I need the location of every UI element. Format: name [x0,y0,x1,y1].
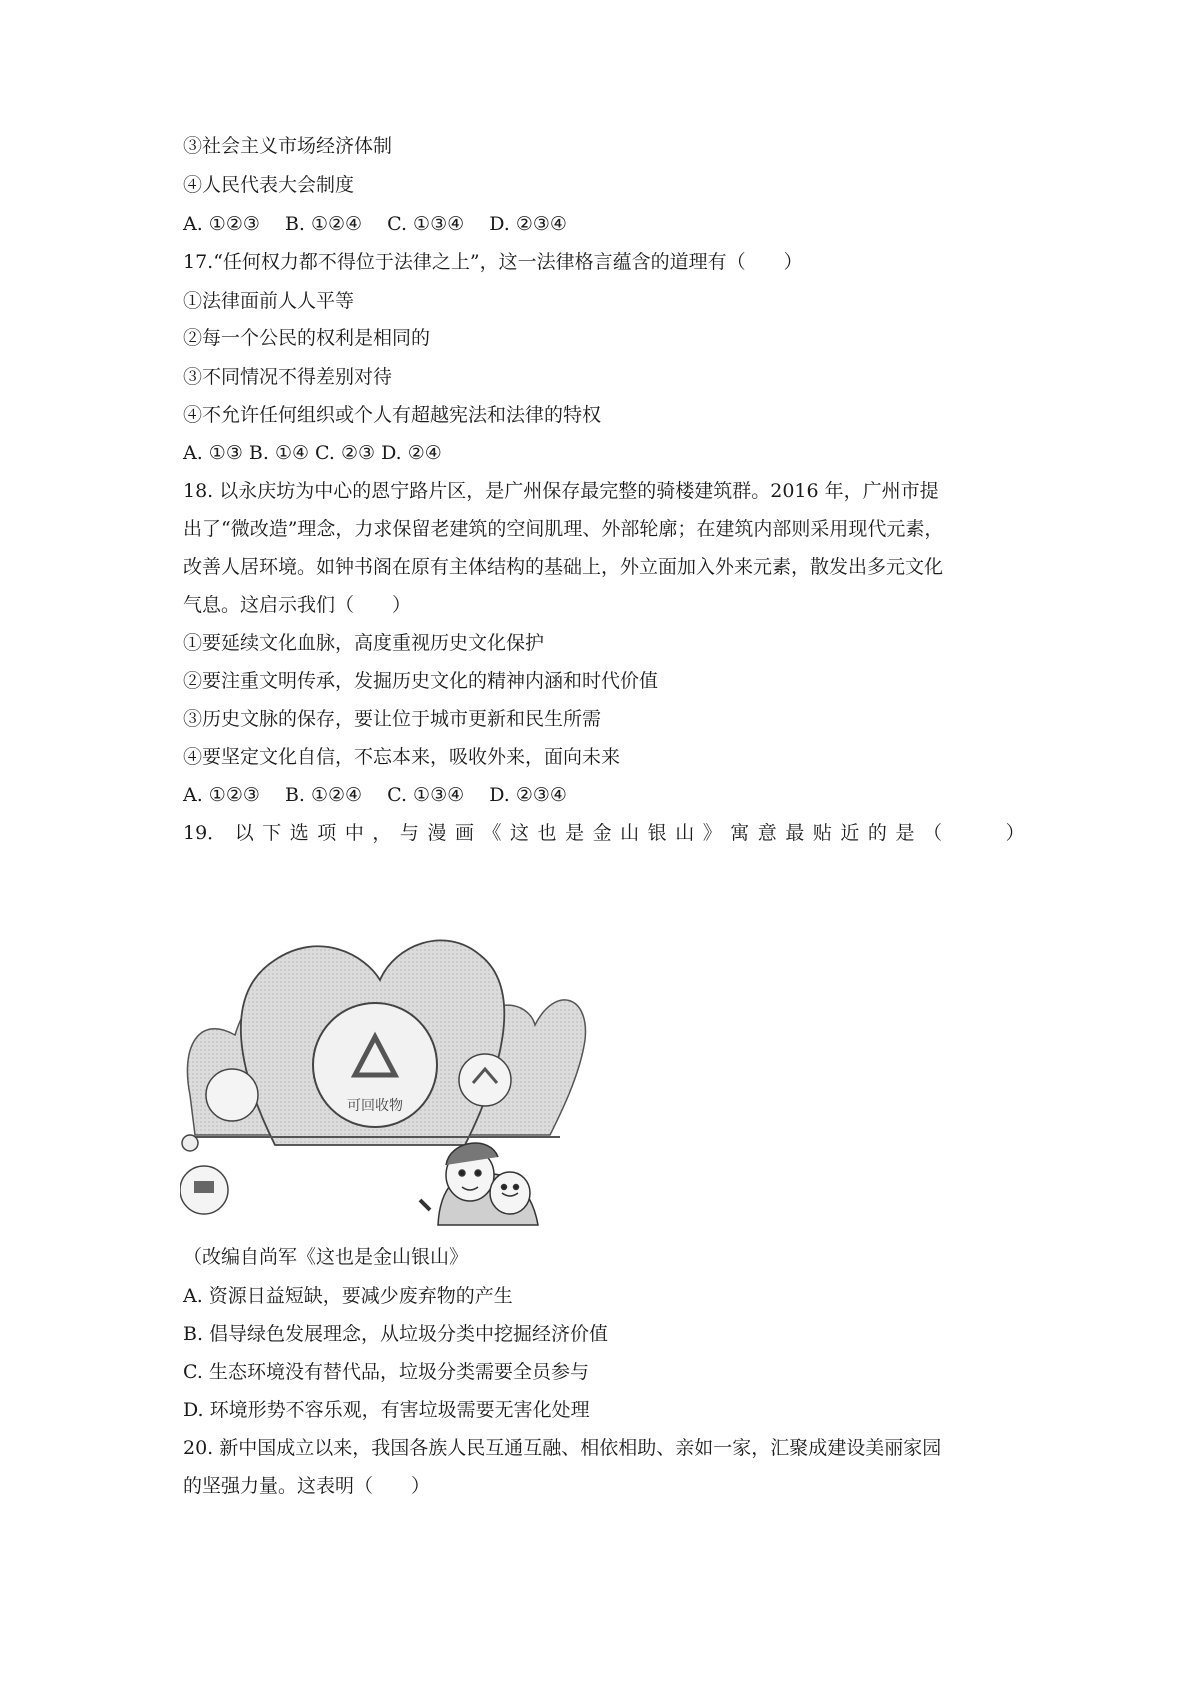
q19-stem-char: ） [1005,822,1025,844]
q19-stem-char: 是 [895,822,915,844]
q19-option-c: C. 生态环境没有替代品，垃圾分类需要全员参与 [183,1361,589,1383]
q18-answer-choices: A. ①②③ B. ①②④ C. ①③④ D. ②③④ [183,784,567,806]
q18-stem-line-2: 出了“微改造”理念，力求保留老建筑的空间肌理、外部轮廓；在建筑内部则采用现代元素， [183,518,944,540]
q19-stem-char [978,821,997,845]
q19-stem [183,821,1025,845]
q16-answer-choices: A. ①②③ B. ①②④ C. ①③④ D. ②③④ [183,213,567,235]
recyclable-label: 可回收物 [347,1098,403,1114]
q19-stem-char: 意 [757,822,777,844]
q20-stem-line-2: 的坚强力量。这表明（ ） [183,1475,431,1497]
q17-option-2: ②每一个公民的权利是相同的 [183,327,431,349]
q19-stem-char: 画 [454,822,474,844]
q18-option-4: ④要坚定文化自信，不忘本来，吸收外来，面向未来 [183,746,621,768]
q19-stem-char: 贴 [812,822,832,844]
q19-stem-char: 最 [785,822,805,844]
battery-icon [194,1181,214,1193]
q18-stem-line-1: 18. 以永庆坊为中心的恩宁路片区，是广州保存最完整的骑楼建筑群。2016 年，广州市提 [183,480,939,502]
q16-option-4: ④人民代表大会制度 [183,174,355,196]
q19-option-a: A. 资源日益短缺，要减少废弃物的产生 [183,1285,513,1307]
q19-stem-char: 山 [620,822,640,844]
q19-stem-char: 》 [702,822,722,844]
q19-stem-char: 的 [867,822,887,844]
q19-stem-char: （ [922,822,942,844]
q19-stem-char: 近 [840,822,860,844]
q19-stem-char: 银 [647,822,667,844]
q18-option-2: ②要注重文明传承，发掘历史文化的精神内涵和时代价值 [183,670,659,692]
q19-stem-char: 与 [399,822,419,844]
q19-stem-char: 中 [344,822,364,844]
q17-answer-choices: A. ①③ B. ①④ C. ②③ D. ②④ [183,442,442,464]
q19-stem-char: 漫 [427,822,447,844]
q19-stem-char: 选 [289,822,309,844]
q19-stem-char: 《 [482,822,502,844]
q19-stem-char: 下 [262,822,282,844]
q19-stem-char: ， [372,822,392,844]
q19-stem-char: 山 [675,822,695,844]
q19-option-d: D. 环境形势不容乐观，有害垃圾需要无害化处理 [183,1399,590,1421]
q19-stem-char: 项 [317,822,337,844]
q18-stem-line-4: 气息。这启示我们（ ） [183,594,412,616]
q19-stem-char [951,821,970,845]
q17-option-4: ④不允许任何组织或个人有超越宪法和法律的特权 [183,404,602,426]
q19-caption: （改编自尚军《这也是金山银山》 [183,1246,469,1268]
q19-stem-char: 以 [234,822,254,844]
q17-option-1: ①法律面前人人平等 [183,290,355,312]
cartoon-children [420,1143,538,1225]
q19-stem-char: 是 [565,822,585,844]
wheel-icon [182,1135,198,1151]
q19-stem-char: 19． [183,822,227,844]
q18-option-1: ①要延续文化血脉，高度重视历史文化保护 [183,632,545,654]
q17-option-3: ③不同情况不得差别对待 [183,366,393,388]
other-waste-badge [459,1054,511,1106]
q19-stem-char: 寓 [730,822,750,844]
q20-stem-line-1: 20. 新中国成立以来，我国各族人民互通互融、相依相助、亲如一家，汇聚成建设美丽家园 [183,1437,942,1459]
q19-stem-char: 这 [510,822,530,844]
q16-option-3: ③社会主义市场经济体制 [183,135,393,157]
q18-stem-line-3: 改善人居环境。如钟书阁在原有主体结构的基础上，外立面加入外来元素，散发出多元文化 [183,556,944,578]
q18-option-3: ③历史文脉的保存，要让位于城市更新和民生所需 [183,708,602,730]
kitchen-waste-badge [206,1069,258,1121]
q19-stem-char: 也 [537,822,557,844]
q17-stem: 17.“任何权力都不得位于法律之上”，这一法律格言蕴含的道理有（ ） [183,251,803,273]
recycling-cartoon [180,925,610,1233]
q19-option-b: B. 倡导绿色发展理念，从垃圾分类中挖掘经济价值 [183,1323,609,1345]
q19-stem-char: 金 [592,822,612,844]
